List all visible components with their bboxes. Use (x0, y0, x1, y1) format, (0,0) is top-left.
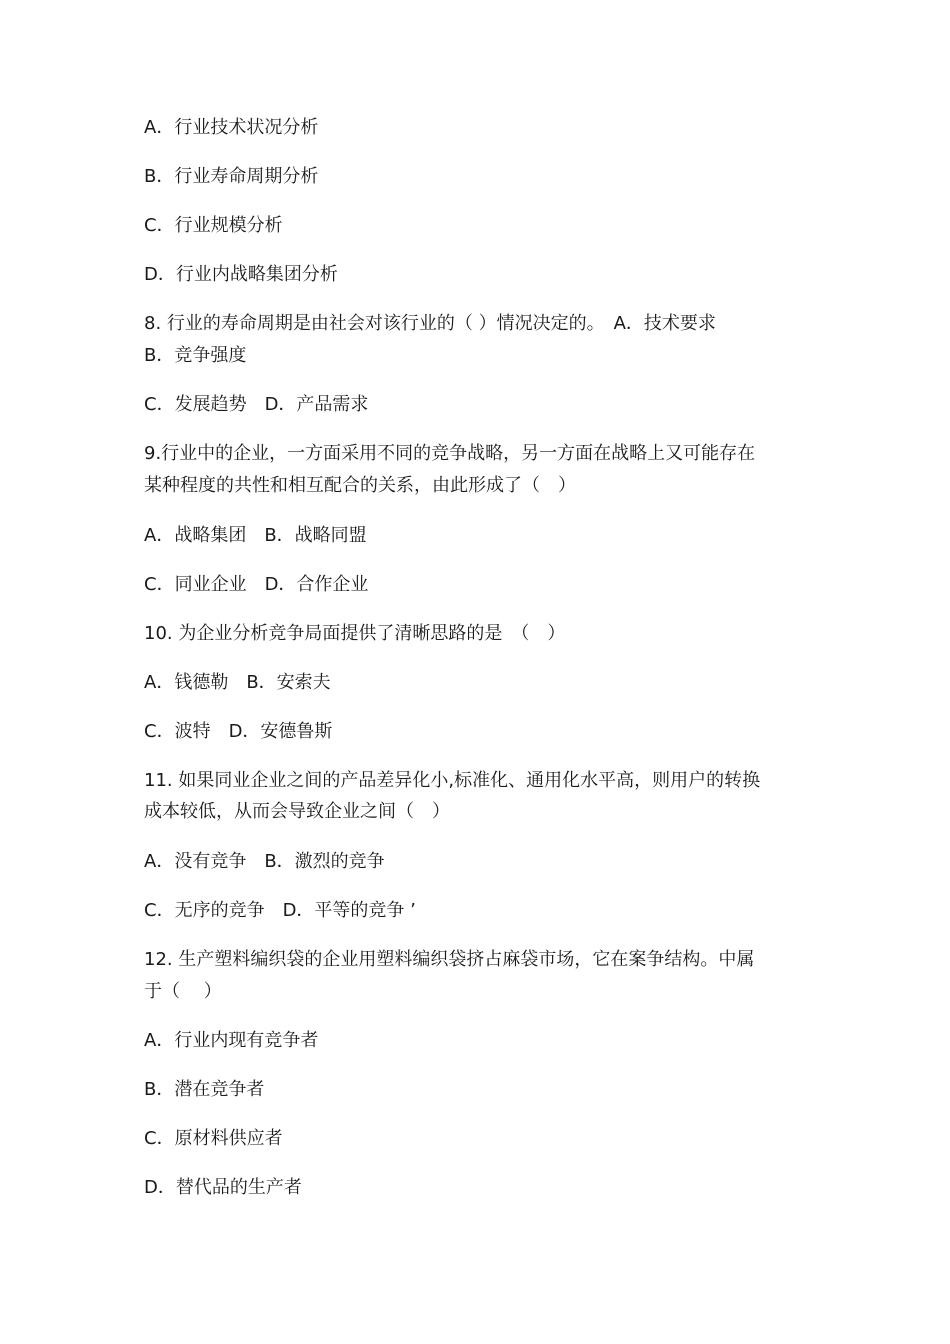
question-11-line1: 11. 如果同业企业之间的产品差异化小,标准化、通用化水平高，则用户的转换 (144, 770, 761, 791)
option-10ab: A．钱德勒 B．安索夫 (144, 672, 331, 693)
option-9cd: C．同业企业 D．合作企业 (144, 574, 369, 595)
option-12c: C．原材料供应者 (144, 1128, 283, 1149)
option-12b: B．潜在竞争者 (144, 1079, 265, 1100)
option-11cd: C．无序的竞争 D．平等的竞争 ’ (144, 900, 416, 921)
question-12-line2: 于（ ） (144, 981, 222, 1002)
question-9-line2: 某种程度的共性和相互配合的关系，由此形成了（ ） (144, 475, 576, 496)
question-10: 10. 为企业分析竞争局面提供了清晰思路的是 （ ） (144, 623, 566, 644)
option-8cd: C．发展趋势 D．产品需求 (144, 394, 369, 415)
question-11-line2: 成本较低，从而会导致企业之间（ ） (144, 801, 450, 822)
option-7c: C．行业规模分析 (144, 215, 283, 236)
option-12a: A．行业内现有竞争者 (144, 1030, 319, 1051)
option-11ab: A．没有竞争 B．激烈的竞争 (144, 851, 385, 872)
option-10cd: C．波特 D．安德鲁斯 (144, 721, 333, 742)
option-7b: B．行业寿命周期分析 (144, 166, 319, 187)
option-9ab: A．战略集团 B．战略同盟 (144, 525, 367, 546)
option-7a: A．行业技术状况分析 (144, 117, 319, 138)
question-9-line1: 9.行业中的企业，一方面采用不同的竞争战略，另一方面在战略上又可能存在 (144, 443, 756, 464)
option-7d: D．行业内战略集团分析 (144, 264, 338, 285)
question-8: 8. 行业的寿命周期是由社会对该行业的（ ）情况决定的。 A．技术要求 (144, 313, 716, 334)
option-8b: B．竞争强度 (144, 345, 247, 366)
question-12-line1: 12. 生产塑料编织袋的企业用塑料编织袋挤占麻袋市场，它在案争结构。中属 (144, 949, 755, 970)
option-12d: D．替代品的生产者 (144, 1177, 302, 1198)
